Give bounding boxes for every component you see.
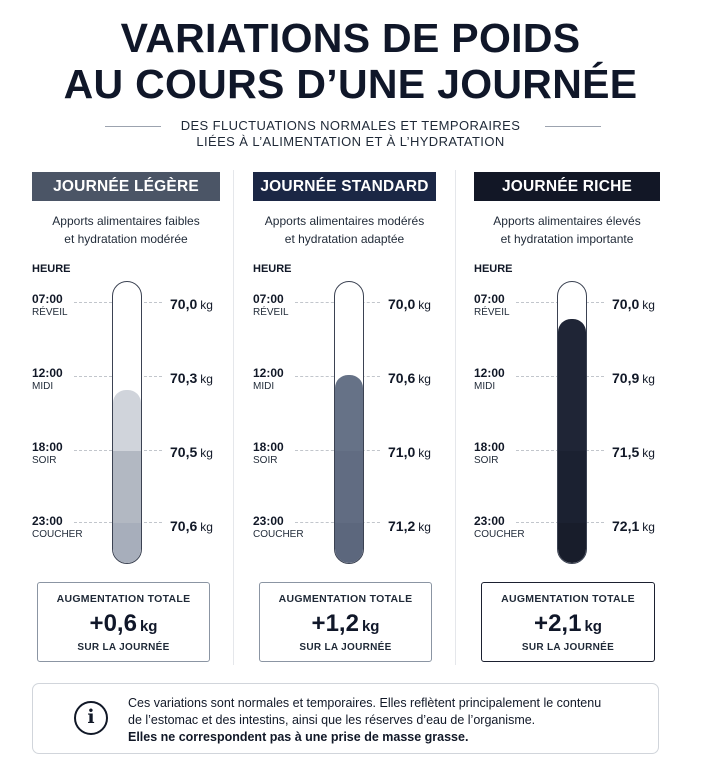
info-icon: i — [74, 701, 108, 735]
weight-value — [170, 518, 213, 535]
time-label: 07:00 — [474, 292, 505, 306]
weight-value — [170, 370, 213, 387]
total-number: +2,1 — [534, 610, 582, 637]
weight-value — [612, 444, 655, 461]
description-line-1: Apports alimentaires faibles — [52, 214, 200, 228]
total-number: +1,2 — [311, 610, 359, 637]
gauge-fill-segment — [335, 523, 363, 564]
subtitle-line-2: LIÉES À L’ALIMENTATION ET À L’HYDRATATION — [196, 134, 505, 149]
guide-line — [74, 522, 162, 523]
subtitle-line-1: DES FLUCTUATIONS NORMALES ET TEMPORAIRES — [180, 118, 521, 133]
total-subtitle: SUR LA JOURNÉE — [299, 642, 392, 653]
column-header: JOURNÉE STANDARD — [253, 172, 436, 201]
weight-unit: kg — [642, 372, 655, 386]
guide-line — [516, 302, 604, 303]
total-increase-card — [259, 582, 432, 662]
weight-number: 70,3 — [170, 370, 198, 386]
column-divider — [233, 170, 234, 665]
total-label: AUGMENTATION TOTALE — [501, 593, 635, 605]
total-unit: kg — [139, 618, 158, 635]
weight-value — [388, 518, 431, 535]
total-value — [38, 610, 209, 641]
guide-line — [74, 302, 162, 303]
total-label: AUGMENTATION TOTALE — [56, 593, 191, 605]
weight-number: 70,0 — [170, 296, 198, 312]
info-line-3: Elles ne correspondent pas à une prise de masse grasse. — [128, 730, 469, 744]
info-line-2: de l’estomac et des intestins, ainsi que les réserves d’eau de l’organisme. — [128, 713, 536, 727]
total-unit: kg — [584, 618, 602, 635]
hour-column-label: HEURE — [474, 263, 513, 275]
weight-number: 70,0 — [612, 296, 640, 312]
time-label: 18:00 — [253, 440, 284, 454]
weight-gauge-tube — [334, 281, 364, 564]
weight-number: 70,6 — [170, 518, 198, 534]
weight-unit: kg — [200, 298, 213, 312]
time-label: 12:00 — [253, 366, 284, 380]
subtitle-rule-right — [545, 126, 601, 127]
weight-value — [170, 444, 213, 461]
moment-label: COUCHER — [474, 529, 525, 540]
weight-value — [388, 370, 431, 387]
total-label: AUGMENTATION TOTALE — [278, 593, 413, 605]
subtitle — [0, 118, 701, 150]
column-description — [253, 212, 436, 248]
gauge-fill-segment — [558, 451, 586, 523]
gauge-fill-segment — [335, 375, 363, 451]
total-increase-card — [481, 582, 655, 662]
weight-value — [170, 296, 213, 313]
moment-label: COUCHER — [253, 529, 304, 540]
weight-unit: kg — [200, 446, 213, 460]
info-text — [128, 695, 601, 746]
info-note — [32, 683, 659, 754]
hour-column-label: HEURE — [32, 263, 71, 275]
guide-line — [295, 376, 380, 377]
weight-value — [388, 296, 431, 313]
moment-label: MIDI — [474, 381, 496, 392]
weight-unit: kg — [418, 298, 431, 312]
time-label: 23:00 — [474, 514, 505, 528]
description-line-2: et hydratation adaptée — [284, 232, 405, 246]
weight-number: 71,0 — [388, 444, 416, 460]
gauge-fill-segment — [113, 390, 141, 451]
moment-label: RÉVEIL — [474, 307, 510, 318]
moment-label: RÉVEIL — [32, 307, 68, 318]
weight-value — [612, 296, 655, 313]
total-unit: kg — [361, 618, 380, 635]
weight-number: 71,2 — [388, 518, 416, 534]
weight-number: 70,0 — [388, 296, 416, 312]
weight-number: 70,6 — [388, 370, 416, 386]
time-label: 12:00 — [32, 366, 63, 380]
total-value — [482, 610, 654, 641]
guide-line — [295, 522, 380, 523]
time-label: 07:00 — [253, 292, 284, 306]
weight-number: 71,5 — [612, 444, 640, 460]
moment-label: MIDI — [32, 381, 54, 392]
guide-line — [74, 376, 162, 377]
moment-label: SOIR — [32, 455, 57, 466]
weight-unit: kg — [200, 372, 213, 386]
total-increase-card — [37, 582, 210, 662]
time-label: 12:00 — [474, 366, 505, 380]
guide-line — [295, 302, 380, 303]
weight-value — [612, 518, 655, 535]
description-line-2: et hydratation modérée — [64, 232, 188, 246]
column-divider — [455, 170, 456, 665]
total-number: +0,6 — [89, 610, 137, 637]
total-subtitle: SUR LA JOURNÉE — [77, 642, 170, 653]
guide-line — [295, 450, 380, 451]
moment-label: COUCHER — [32, 529, 83, 540]
gauge-fill-segment — [558, 523, 586, 564]
moment-label: RÉVEIL — [253, 307, 289, 318]
guide-line — [516, 522, 604, 523]
weight-unit: kg — [200, 520, 213, 534]
column-header: JOURNÉE LÉGÈRE — [32, 172, 220, 201]
time-label: 07:00 — [32, 292, 63, 306]
weight-unit: kg — [642, 298, 655, 312]
time-label: 18:00 — [32, 440, 63, 454]
info-line-1: Ces variations sont normales et temporaires. Elles reflètent principalement le contenu — [128, 696, 602, 710]
total-value — [260, 610, 431, 641]
hour-column-label: HEURE — [253, 263, 292, 275]
moment-label: SOIR — [474, 455, 499, 466]
gauge-fill-segment — [113, 451, 141, 523]
weight-unit: kg — [418, 520, 431, 534]
gauge-fill-segment — [558, 319, 586, 451]
guide-line — [516, 450, 604, 451]
weight-unit: kg — [642, 520, 655, 534]
time-label: 23:00 — [253, 514, 284, 528]
description-line-1: Apports alimentaires modérés — [264, 214, 425, 228]
description-line-2: et hydratation importante — [500, 232, 634, 246]
description-line-1: Apports alimentaires élevés — [493, 214, 641, 228]
moment-label: MIDI — [253, 381, 275, 392]
weight-gauge-tube — [557, 281, 587, 564]
weight-number: 70,5 — [170, 444, 198, 460]
total-subtitle: SUR LA JOURNÉE — [521, 642, 615, 653]
weight-gauge-tube — [112, 281, 142, 564]
guide-line — [516, 376, 604, 377]
weight-number: 72,1 — [612, 518, 640, 534]
weight-unit: kg — [642, 446, 655, 460]
time-label: 18:00 — [474, 440, 505, 454]
column-header: JOURNÉE RICHE — [474, 172, 660, 201]
weight-unit: kg — [418, 372, 431, 386]
weight-unit: kg — [418, 446, 431, 460]
column-description — [474, 212, 660, 248]
weight-value — [612, 370, 655, 387]
moment-label: SOIR — [253, 455, 278, 466]
column-description — [32, 212, 220, 248]
time-label: 23:00 — [32, 514, 63, 528]
weight-value — [388, 444, 431, 461]
page-title-line-1: VARIATIONS DE POIDS — [120, 15, 581, 61]
gauge-fill-segment — [335, 451, 363, 523]
gauge-fill-segment — [113, 523, 141, 564]
guide-line — [74, 450, 162, 451]
weight-number: 70,9 — [612, 370, 640, 386]
page-title-line-2: AU COURS D’UNE JOURNÉE — [63, 61, 638, 107]
